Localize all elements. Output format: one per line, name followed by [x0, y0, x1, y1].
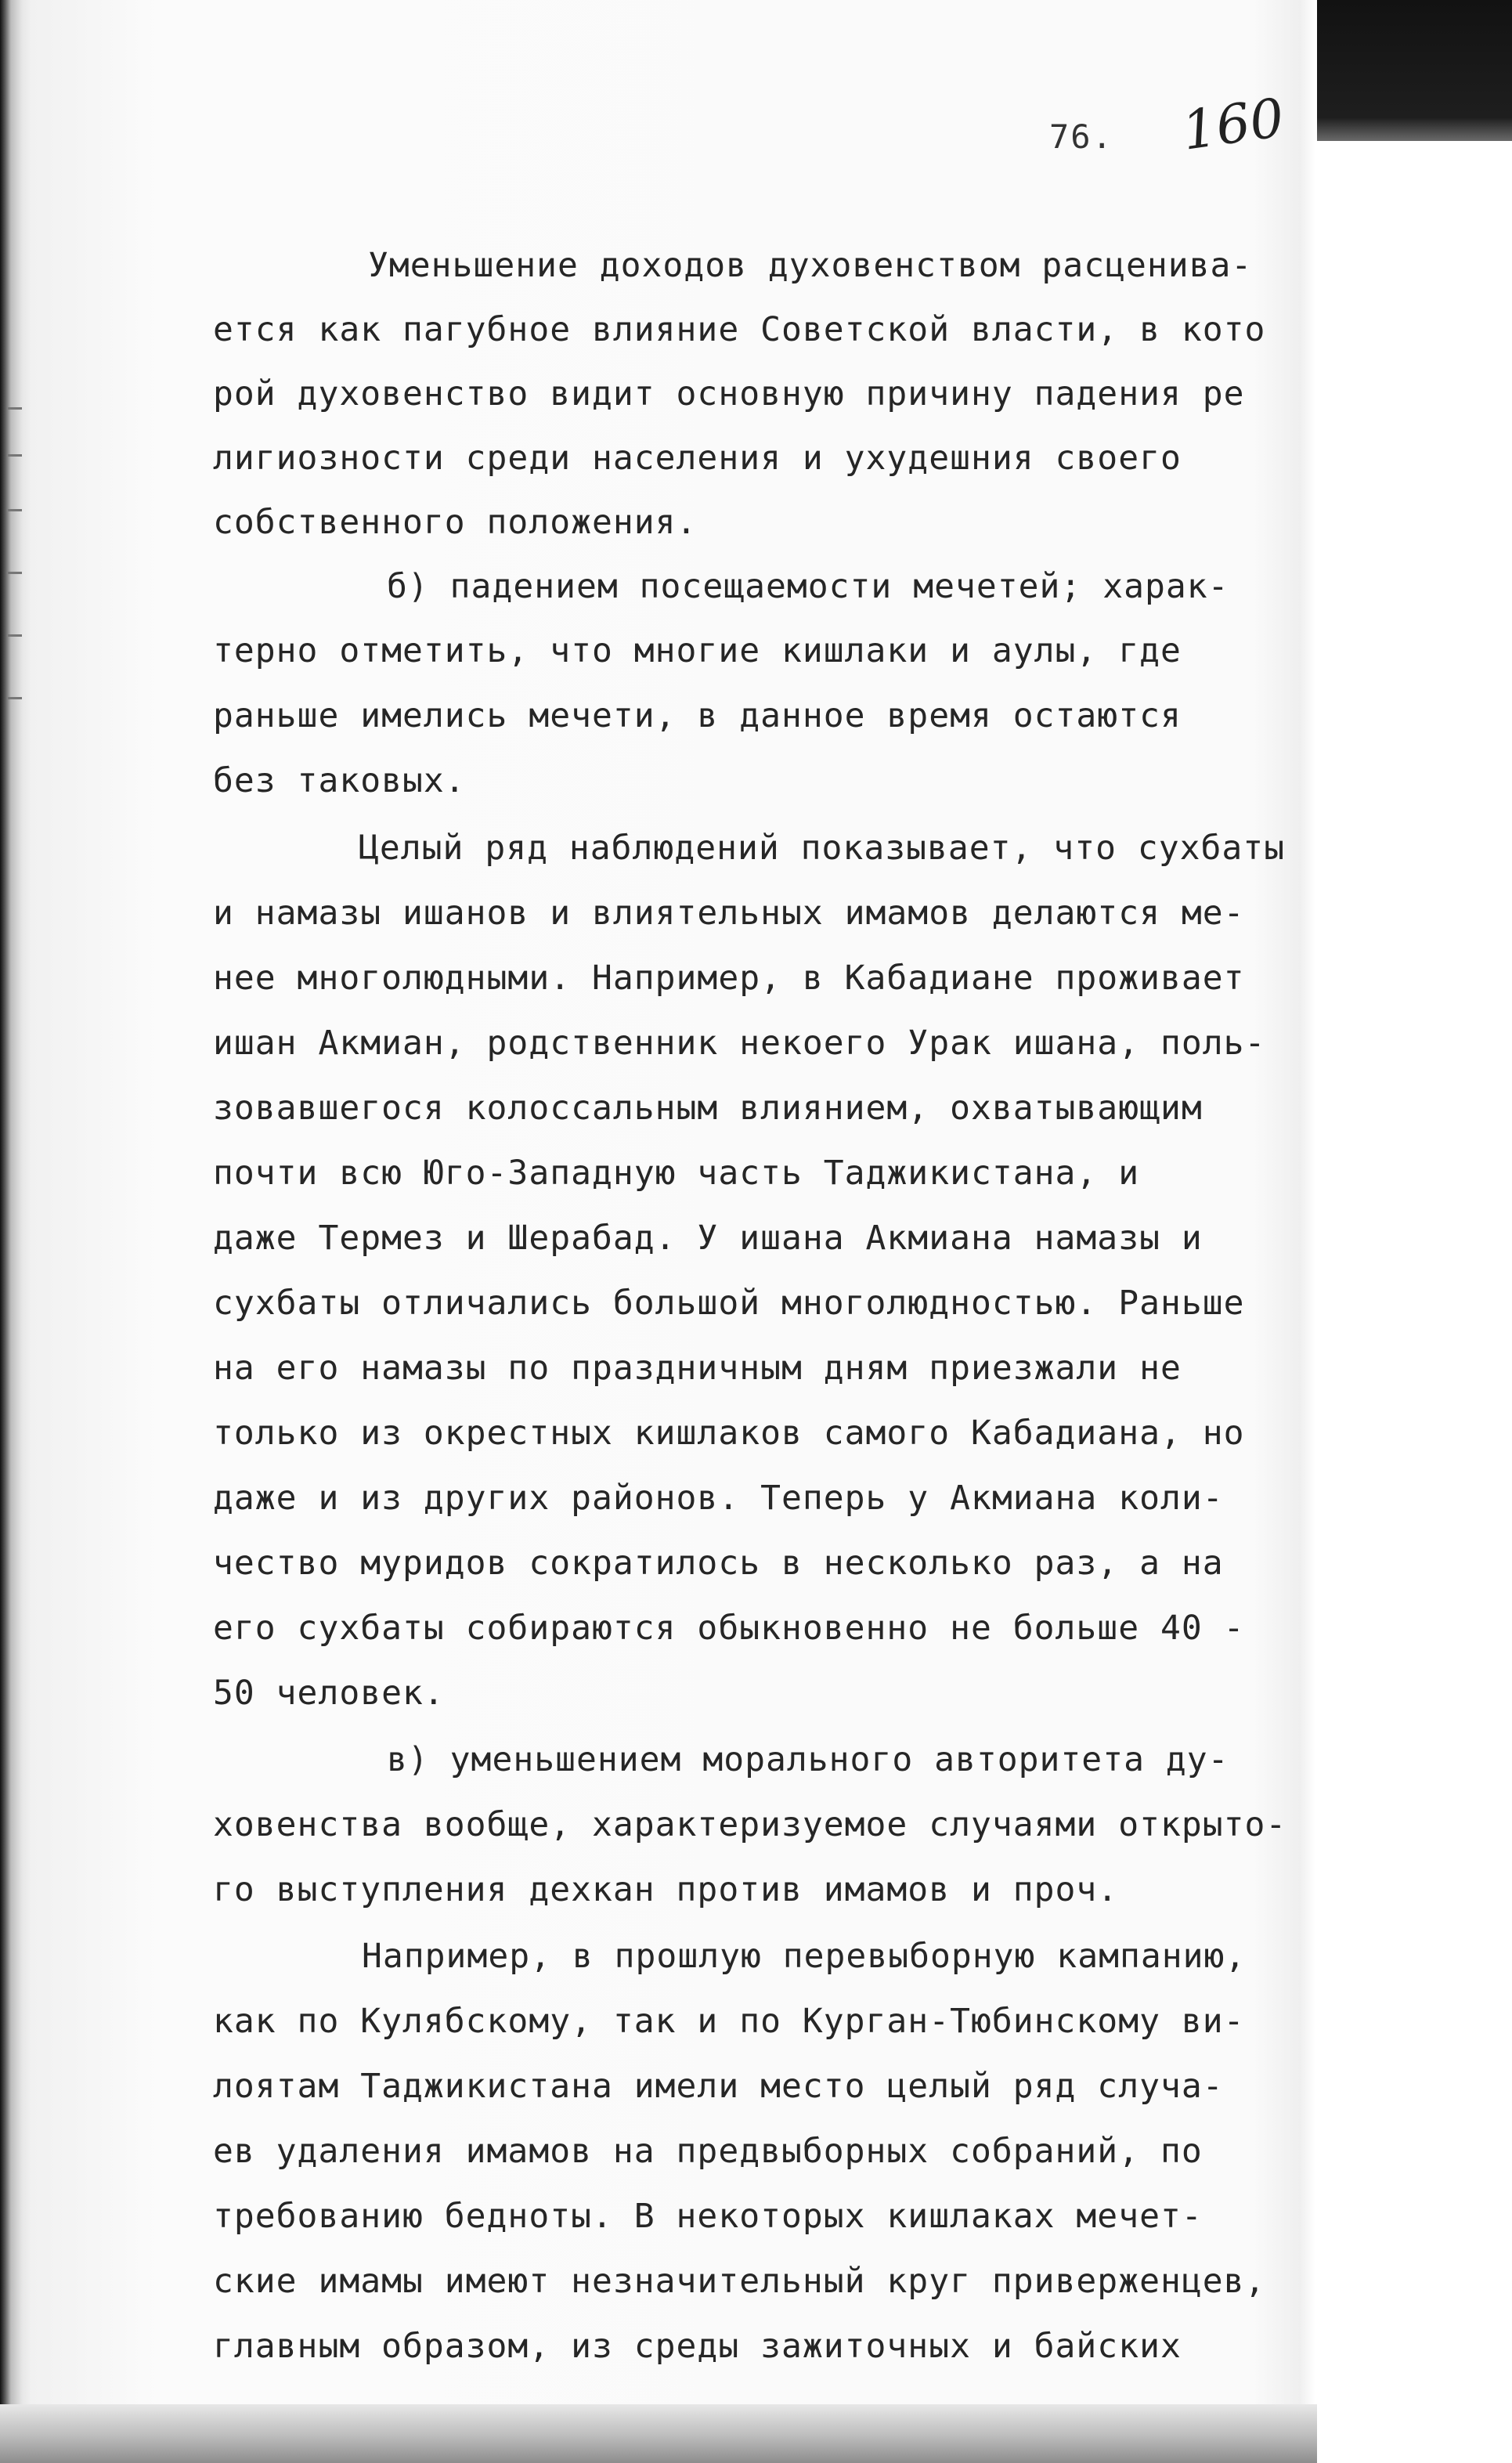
text-line: зовавшегося колоссальным влиянием, охватывающим [213, 1089, 1203, 1128]
text-line: ишан Акмиан, родственник некоего Урак ишана, поль- [213, 1024, 1266, 1063]
text-line: ется как пагубное влияние Советской власти, в кото [213, 310, 1266, 349]
text-line: раньше имелись мечети, в данное время остаются [213, 696, 1182, 735]
text-line: сухбаты отличались большой многолюдностью. Раньше [213, 1284, 1245, 1323]
text-line: собственного положения. [213, 503, 698, 542]
page-number: 76. [1049, 117, 1113, 156]
text-line: даже Термез и Шерабад. У ишана Акмиана намазы и [213, 1219, 1203, 1258]
text-line: ев удаления имамов на предвыборных собраний, по [213, 2132, 1203, 2171]
text-line: только из окрестных кишлаков самого Кабадиана, но [213, 1414, 1245, 1453]
right-margin-strip [1317, 0, 1512, 2463]
text-line: го выступления дехкан против имамов и проч. [213, 1870, 1119, 1909]
text-line: Уменьшение доходов духовенством расценива- [368, 246, 1253, 285]
text-line: б) падением посещаемости мечетей; харак- [387, 567, 1229, 606]
bottom-page-edge [0, 2404, 1317, 2463]
binding-marks [8, 407, 23, 720]
text-line: почти всю Юго-Западную часть Таджикистана, и [213, 1154, 1140, 1193]
text-line: на его намазы по праздничным дням приезжали не [213, 1349, 1182, 1388]
text-line: Например, в прошлую перевыборную кампанию, [362, 1937, 1247, 1976]
right-dark-corner [1317, 0, 1512, 141]
text-line: требованию бедноты. В некоторых кишлаках мечет- [213, 2197, 1203, 2236]
text-line: чество муридов сократилось в несколько раз, а на [213, 1544, 1224, 1583]
text-line: как по Кулябскому, так и по Курган-Тюбинскому ви- [213, 2002, 1245, 2041]
text-line: терно отметить, что многие кишлаки и аулы, где [213, 631, 1182, 670]
text-line: даже и из других районов. Теперь у Акмиана коли- [213, 1479, 1224, 1518]
text-line: главным образом, из среды зажиточных и байских [213, 2327, 1182, 2366]
text-line: лоятам Таджикистана имели место целый ряд случа- [213, 2067, 1224, 2106]
text-line: без таковых. [213, 761, 466, 800]
text-line: ские имамы имеют незначительный круг приверженцев, [213, 2262, 1266, 2301]
text-line: в) уменьшением морального авторитета ду- [387, 1740, 1229, 1779]
text-line: лигиозности среди населения и ухудешния своего [213, 439, 1182, 478]
left-page-edge [0, 0, 22, 2463]
text-line: его сухбаты собираются обыкновенно не больше 40 - [213, 1609, 1245, 1648]
handwritten-archive-number: 160 [1178, 87, 1288, 163]
text-line: и намазы ишанов и влиятельных имамов делаются ме- [213, 894, 1245, 933]
text-line: рой духовенство видит основную причину падения ре [213, 374, 1245, 414]
text-line: нее многолюдными. Например, в Кабадиане проживает [213, 959, 1245, 998]
text-line: Целый ряд наблюдений показывает, что сухбаты [359, 829, 1286, 868]
text-line: ховенства вообще, характеризуемое случаями открыто- [213, 1805, 1287, 1844]
text-line: 50 человек. [213, 1674, 445, 1713]
